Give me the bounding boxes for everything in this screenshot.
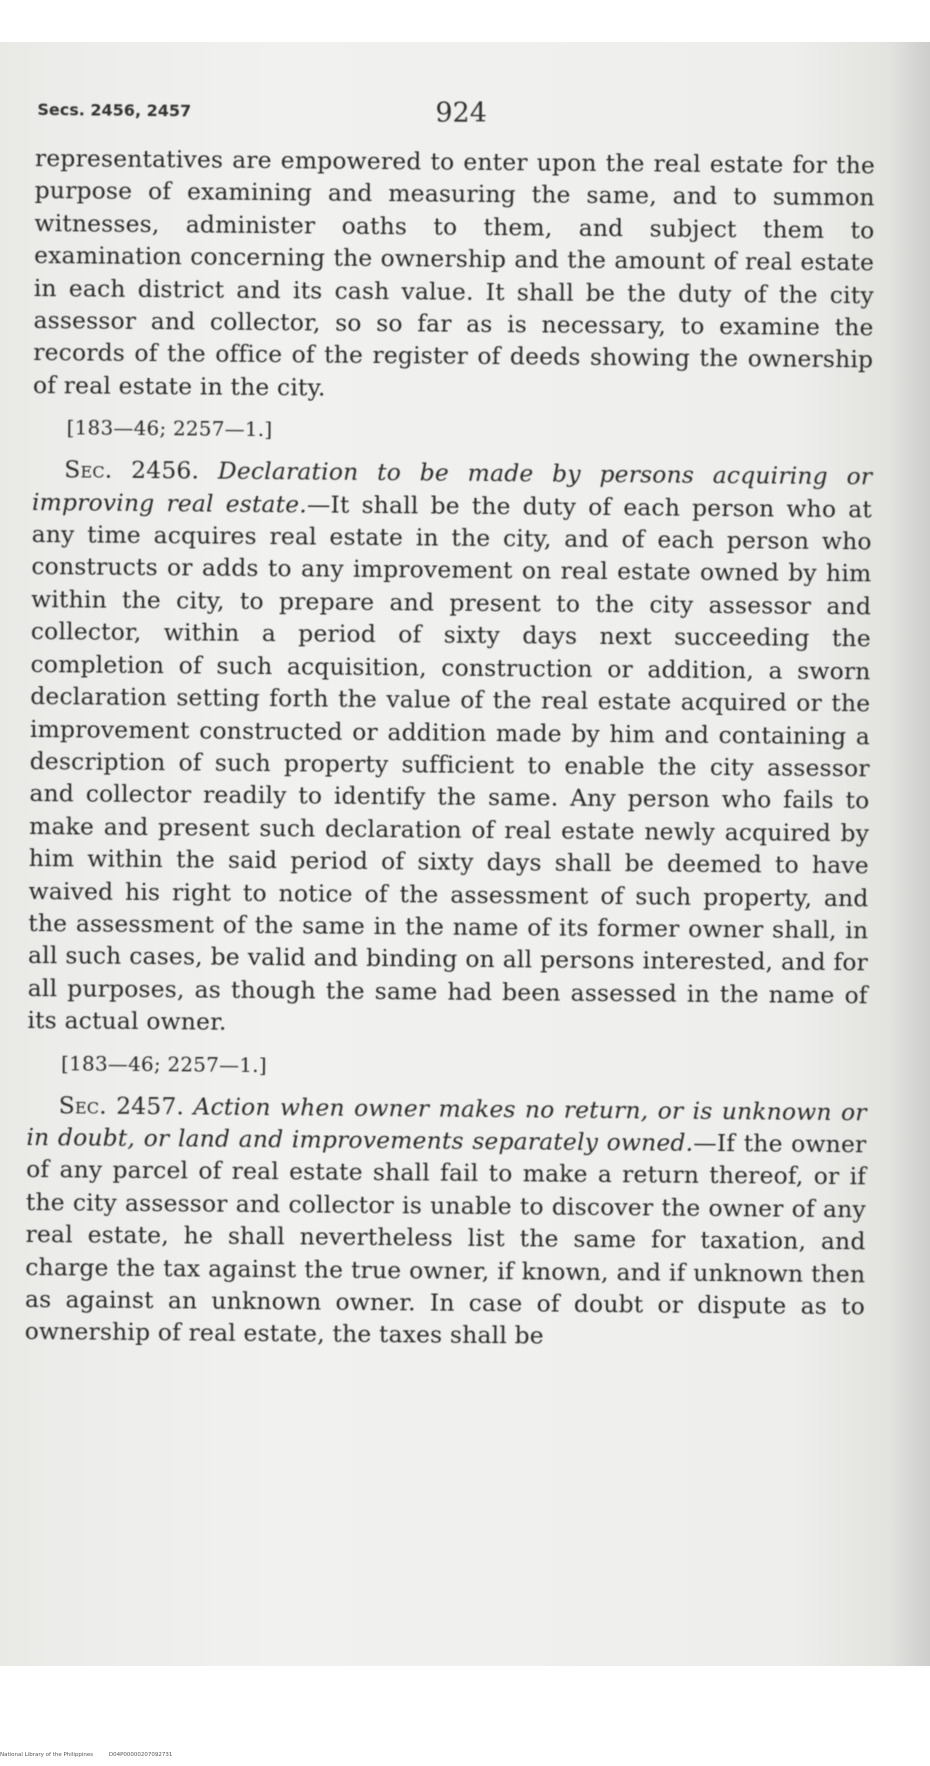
citation: [183—46; 2257—1.]: [66, 415, 273, 442]
page-number: 924: [435, 97, 488, 129]
scan-id: D04P00000207092731: [108, 1752, 173, 1758]
book-page: [22, 42, 892, 1666]
citation: [183—46; 2257—1.]: [60, 1050, 267, 1077]
page-body: [25, 142, 875, 1355]
library-name: National Library of the Philippines: [0, 1752, 94, 1758]
section-title: Action when owner makes no return, or is unknown or in doubt, or land and improvements separately owned.: [26, 1091, 867, 1157]
running-header: [35, 94, 891, 141]
section-reference: Secs. 2456, 2457: [37, 100, 192, 121]
section-label: Sec. 2456.: [64, 455, 200, 485]
section-title: Declaration to be made by persons acquiring or improving real estate.: [31, 456, 873, 519]
section-body: —It shall be the duty of each person who at any time acquires real estate in the city, and of each person who constructs or adds to any improvement on real estate owned by him within the city, to prepare and present to the city assessor and collector, within a period of sixty days next succeeding the completion of such acquisition, construction or addition, a sworn declaration setting forth the value of the real estate acquired or the improvement constructed or addition made by him and containing a description of such property sufficient to enable the city assessor and collector readily to identify the same. Any person who fails to make and present such declaration of real estate newly acquired by him within the said period of sixty days shall be deemed to have waived his right to notice of the assessment of such property, and the assessment of the same in the name of its former owner shall, in all such cases, be valid and binding on all persons interested, and for all purposes, as though the same had been assessed in the name of its actual owner.: [27, 490, 873, 1036]
section-2456: [27, 453, 872, 1044]
scan-footer: [0, 1752, 930, 1766]
paragraph-continuation: representatives are empowered to enter upon the real estate for the purpose of examining and measuring the same, and to summon witnesses, administer oaths to them, and subject them to examination concerning the ownership and the amount of real estate in each district and its cash value. It shall be the duty of the city assessor and collector, so so far as is necessary, to examine the records of the office of the register of deeds showing the ownership of real estate in the city.: [32, 143, 876, 402]
section-label: Sec. 2457.: [58, 1090, 185, 1120]
section-body: —If the owner of any parcel of real estate shall fail to make a return thereof, or if the city assessor and collector is unable to discover the owner of any real estate, he shall nevertheless list the same for taxation, and charge the tax against the true owner, if known, and if unknown then as against an unknown owner. In case of doubt or dispute as to ownership of real estate, the taxes shall be: [24, 1128, 867, 1350]
scanned-page: [0, 42, 930, 1666]
section-2457: [25, 1089, 867, 1356]
